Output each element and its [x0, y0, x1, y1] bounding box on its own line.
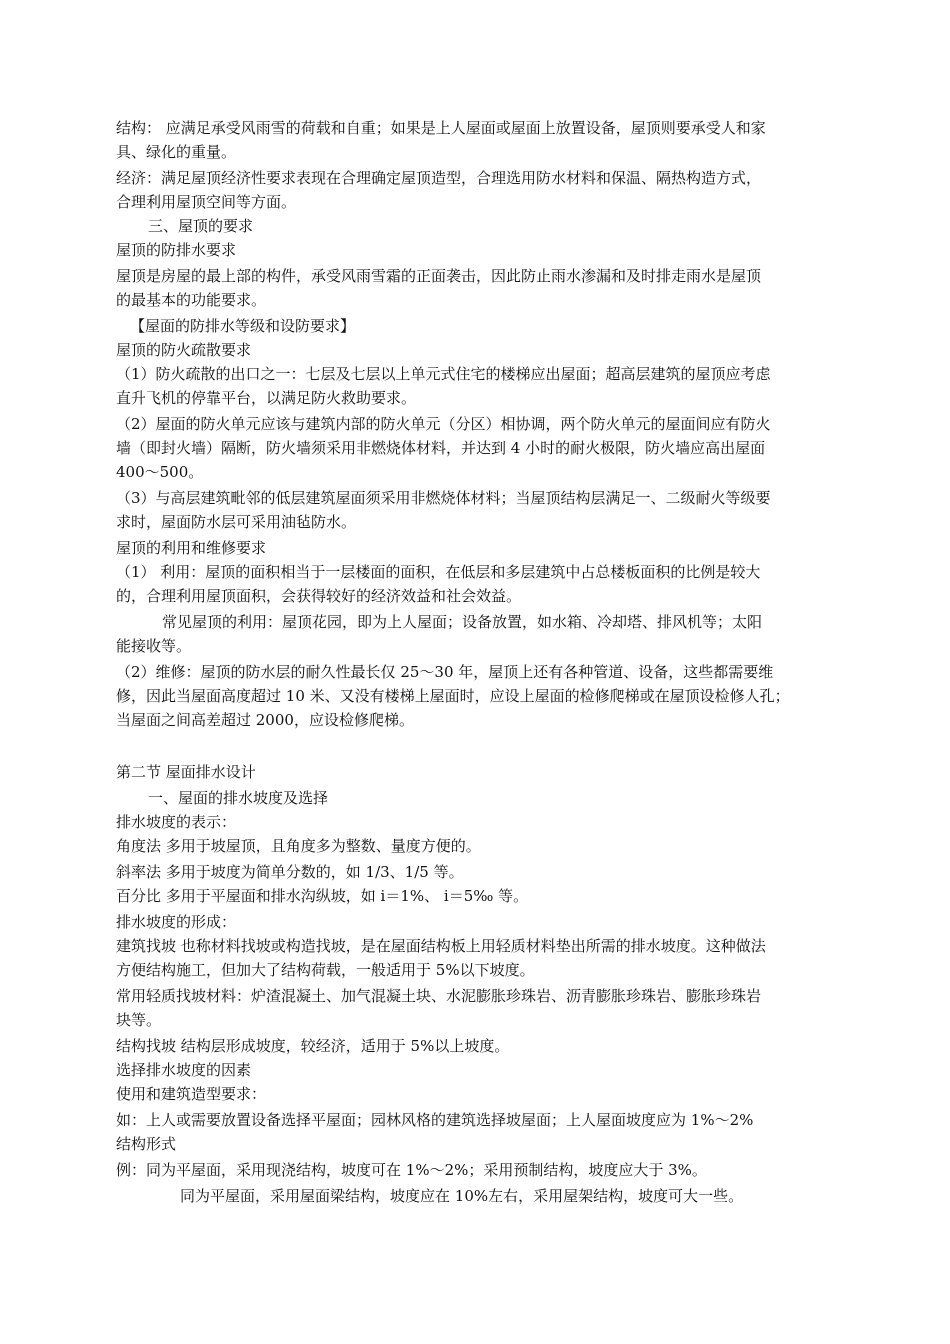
text-line: 排水坡度的形成：	[116, 913, 237, 931]
text-line: （2）屋面的防火单元应该与建筑内部的防火单元（分区）相协调，两个防火单元的屋面间应有防火	[116, 415, 771, 433]
text-line: （1）防火疏散的出口之一：七层及七层以上单元式住宅的楼梯应出屋面；超高层建筑的屋顶应考虑	[116, 365, 771, 383]
text-line: 三、屋顶的要求	[148, 217, 254, 235]
text-line: 屋顶的防火疏散要求	[116, 341, 252, 359]
text-line: 斜率法 多用于坡度为简单分数的，如 1/3、1/5 等。	[116, 863, 464, 881]
text-line: 合理利用屋顶空间等方面。	[116, 193, 297, 211]
text-line: 一、屋面的排水坡度及选择	[148, 789, 329, 807]
text-line: 如：上人或需要放置设备选择平屋面；园林风格的建筑选择坡屋面；上人屋面坡度应为 1%～2%	[116, 1111, 754, 1129]
text-line: 百分比 多用于平屋面和排水沟纵坡，如 i＝1%、 i＝5‰ 等。	[116, 887, 529, 905]
text-line: 当屋面之间高差超过 2000，应设检修爬梯。	[116, 711, 414, 729]
text-line: 【屋面的防排水等级和设防要求】	[130, 317, 356, 335]
text-line: 具、绿化的重量。	[116, 143, 237, 161]
text-line: 同为平屋面，采用屋面梁结构，坡度应在 10%左右，采用屋架结构，坡度可大一些。	[180, 1187, 744, 1205]
text-line: 结构找坡 结构层形成坡度，较经济，适用于 5%以上坡度。	[116, 1037, 510, 1055]
text-line: 结构形式	[116, 1135, 177, 1153]
text-line: （1） 利用：屋顶的面积相当于一层楼面的面积，在低层和多层建筑中占总楼板面积的比例是较大	[116, 563, 761, 581]
text-line: 屋顶的利用和维修要求	[116, 539, 267, 557]
text-line: 排水坡度的表示：	[116, 813, 237, 831]
text-line: 墙（即封火墙）隔断，防火墙须采用非燃烧体材料，并达到 4 小时的耐火极限，防火墙应高出屋面	[116, 439, 766, 457]
text-line: 常用轻质找坡材料：炉渣混凝土、加气混凝土块、水泥膨胀珍珠岩、沥青膨胀珍珠岩、膨胀珍珠岩	[116, 987, 762, 1005]
text-line: 选择排水坡度的因素	[116, 1061, 252, 1079]
text-line: 400～500。	[116, 463, 204, 481]
text-line: 建筑找坡 也称材料找坡或构造找坡，是在屋面结构板上用轻质材料垫出所需的排水坡度。这种做法	[116, 937, 766, 955]
text-line: 能接收等。	[116, 637, 192, 655]
text-line: 求时，屋面防水层可采用油毡防水。	[116, 513, 357, 531]
text-line: 角度法 多用于坡屋顶，且角度多为整数、量度方便的。	[116, 837, 481, 855]
text-line: 修，因此当屋面高度超过 10 米、又没有楼梯上屋面时，应设上屋面的检修爬梯或在屋顶设检修人孔；	[116, 687, 790, 705]
text-line: 方便结构施工，但加大了结构荷载，一般适用于 5%以下坡度。	[116, 961, 535, 979]
text-line: 第二节 屋面排水设计	[116, 763, 256, 781]
text-line: 直升飞机的停靠平台，以满足防火救助要求。	[116, 389, 417, 407]
text-line: 例：同为平屋面，采用现浇结构，坡度可在 1%～2%；采用预制结构，坡度应大于 3%。	[116, 1161, 707, 1179]
text-line: 结构： 应满足承受风雨雪的荷载和自重；如果是上人屋面或屋面上放置设备，屋顶则要承受人和家	[116, 119, 766, 137]
text-line: 的，合理利用屋顶面积，会获得较好的经济效益和社会效益。	[116, 587, 522, 605]
text-line: （2）维修：屋顶的防水层的耐久性最长仅 25～30 年，屋顶上还有各种管道、设备，这些都需要维	[116, 663, 774, 681]
text-line: 屋顶的防排水要求	[116, 241, 237, 259]
text-line: 的最基本的功能要求。	[116, 291, 267, 309]
text-line: （3）与高层建筑毗邻的低层建筑屋面须采用非燃烧体材料；当屋顶结构层满足一、二级耐火等级要	[116, 489, 771, 507]
text-line: 常见屋顶的利用：屋顶花园，即为上人屋面；设备放置，如水箱、冷却塔、排风机等；太阳	[162, 613, 763, 631]
text-line: 使用和建筑造型要求：	[116, 1085, 267, 1103]
text-line: 屋顶是房屋的最上部的构件，承受风雨雪霜的正面袭击，因此防止雨水渗漏和及时排走雨水是屋顶	[116, 267, 762, 285]
text-line: 块等。	[116, 1011, 162, 1029]
text-line: 经济：满足屋顶经济性要求表现在合理确定屋顶造型，合理选用防水材料和保温、隔热构造方式，	[116, 169, 762, 187]
